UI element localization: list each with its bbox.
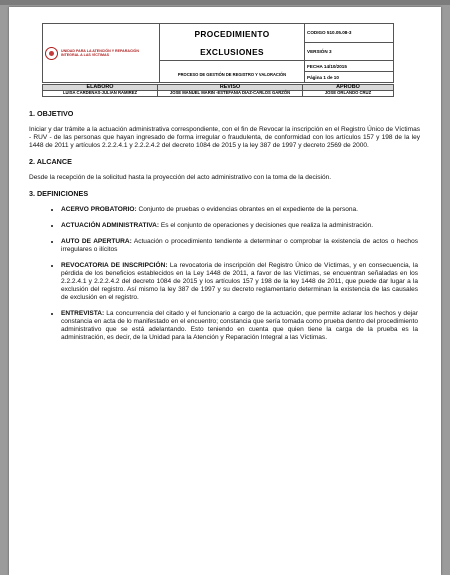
elaboro-value: LUISA CARDENAS-JULIAN RAMIREZ [43,90,158,96]
aprobo-value: JOSE ORLANDO CRUZ [303,90,394,96]
code-cell: CODIGO 510.05.08-3 [305,24,394,43]
objetivo-text: Iniciar y dar trámite a la actuación administrativa correspondiente, con el fin de Revocar la inscripción en el Registro Único de Víctimas - RUV - de las personas que hayan ingresado de forma irregular o fraudulenta, de conformidad con los artículos 157 y 198 de la ley 1448 de 2011 y artículos 2.2.2.4.1 y 2.2.2.4.2 del decreto 1084 de 2015 y la ley 387 de 1997 y decreto 2569 de 2000. [29,126,420,149]
definition-item [61,310,420,342]
header-table [42,23,394,83]
reviso-value: JOSE MANUEL MARIN -ESTEFANIA DIAZ-CARLOS GARZÓN [158,90,303,96]
title-cell [160,24,305,61]
definition-item [61,206,420,214]
definition-term: ACTUACIÓN ADMINISTRATIVA: [61,222,160,229]
definition-text: Conjunto de pruebas o evidencias obrantes en el expediente de la persona. [136,206,358,213]
definition-term: ACERVO PROBATORIO: [61,206,137,213]
process-name: PROCESO DE GESTIÓN DE REGISTRO Y VALORACIÓN [177,71,287,77]
version-cell: VERSIÓN 3 [305,42,394,61]
alcance-text: Desde la recepción de la solicitud hasta la proyección del acto administrativo con la toma de la decisión. [29,174,332,181]
elaboro-label: ELABORO [43,85,158,91]
logo-cell [43,24,160,83]
unit-logo [45,47,157,60]
page-cell: Página 1 de 10 [305,72,394,83]
definiciones-heading: 3. DEFINICIONES [29,189,89,198]
date-cell: FECHA 14/10/2015 [305,61,394,72]
alcance-heading: 2. ALCANCE [29,157,72,166]
definition-term: ENTREVISTA: [61,310,105,317]
definition-item [61,238,420,254]
signature-table [42,84,394,97]
definition-text: Es el conjunto de operaciones y decisiones que realiza la administración. [159,222,374,229]
reviso-label: REVISO [158,85,303,91]
document-header [42,23,394,97]
definition-item [61,222,420,230]
seal-icon [45,47,58,60]
process-cell [160,61,305,83]
document-title: PROCEDIMIENTO EXCLUSIONES [194,29,270,57]
definition-text: Actuación o procedimiento tendiente a determinar o comprobar la existencia de actos o hechos irregulares o ilícitos [61,238,418,253]
definition-term: REVOCATORIA DE INSCRIPCIÓN: [61,262,168,269]
objetivo-heading: 1. OBJETIVO [29,109,74,118]
definition-term: AUTO DE APERTURA: [61,238,132,245]
definition-text: La revocatoria de inscripción del Registro Único de Víctimas, y en consecuencia, la pérdida de los beneficios establecidos en la Ley 1448 de 2011, a favor de las Víctimas, se encuentran señaladas en los 2.2.2.4.1 y 2.2.2.4.2 del decreto 1084 de 2015 y los artículos 157 y 198 de la ley 1448 de 2011, que puede dar lugar a la exclusión del registro. Así mismo la ley 387 de 1997 y su decreto reglamentario determinan la existencia de las causales de exclusión en el registro. [61,262,418,301]
logo-text: UNIDAD PARA LA ATENCIÓN Y REPARACIÓN INTEGRAL A LAS VÍCTIMAS [61,48,139,57]
aprobo-label: APROBO [303,85,394,91]
definitions-list [29,206,420,342]
viewer-toolbar-strip [0,0,450,5]
document-page[interactable] [9,7,441,575]
document-body [29,110,420,350]
definition-item [61,262,420,302]
definition-text: La concurrencia del citado y el funcionario a cargo de la actuación, que permite aclarar los hechos y dejar constancia en acta de lo manifestado en el encuentro; constancia que sería tomada como prueba dentro del procedimiento administrativo que se está adelantando. Esto teniendo en cuenta que quien tiene la carga de la prueba es la administración, es decir, de la Unidad para la Atención y Reparación Integral a las Víctimas. [61,310,418,341]
